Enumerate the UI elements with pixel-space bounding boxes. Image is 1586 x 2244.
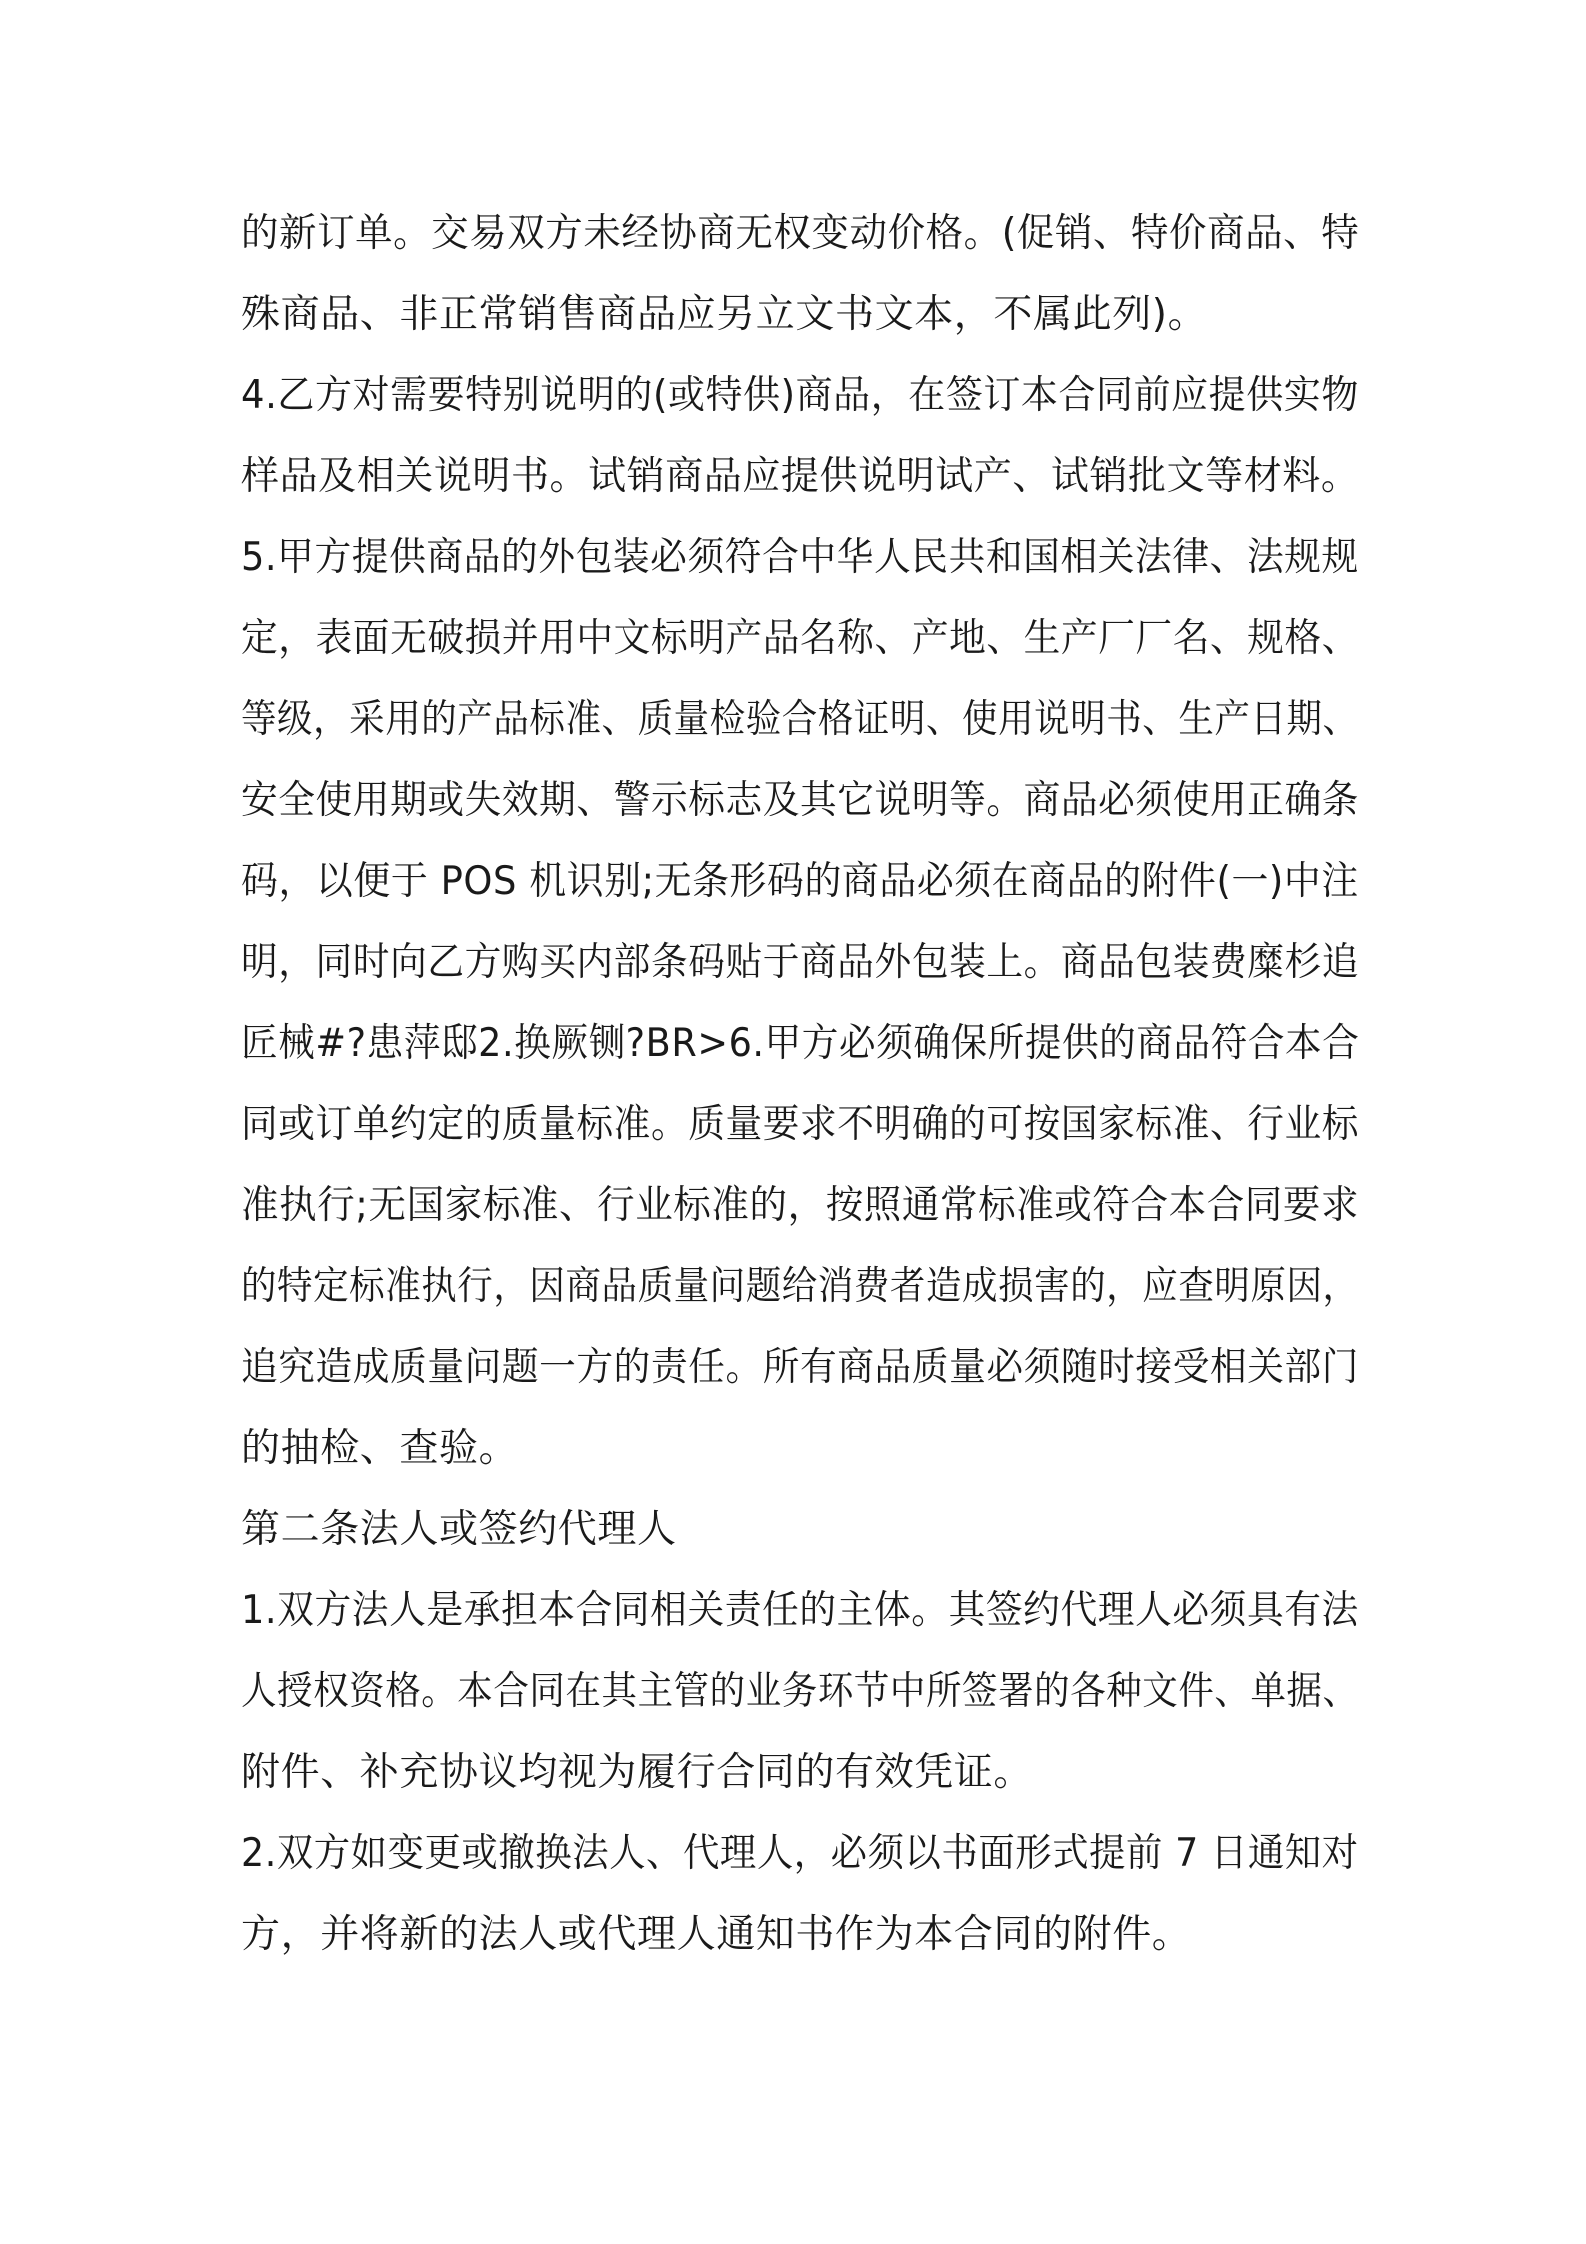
paragraph-clause-1-continuation xyxy=(241,193,1359,355)
text-line: 的新订单。交易双方未经协商无权变动价格。(促销、特价商品、特 xyxy=(241,211,1360,256)
text-line: 明，同时向乙方购买内部条码贴于商品外包装上。商品包装费糜杉追 xyxy=(241,940,1360,985)
text-line: 1.双方法人是承担本合同相关责任的主体。其签约代理人必须具有法 xyxy=(241,1588,1359,1633)
paragraph-article-2-clause-2 xyxy=(241,1813,1359,1975)
text-line: 附件、补充协议均视为履行合同的有效凭证。 xyxy=(241,1750,1034,1795)
text-line: 定，表面无破损并用中文标明产品名称、产地、生产厂厂名、规格、 xyxy=(241,616,1360,661)
text-line: 5.甲方提供商品的外包装必须符合中华人民共和国相关法律、法规规 xyxy=(241,535,1359,580)
paragraph-article-2-clause-1 xyxy=(241,1570,1359,1813)
text-line: 的特定标准执行，因商品质量问题给消费者造成损害的，应查明原因， xyxy=(241,1264,1359,1309)
text-line: 匠械#?患萍邸2.换厥铡?BR>6.甲方必须确保所提供的商品符合本合 xyxy=(241,1021,1360,1066)
text-line: 样品及相关说明书。试销商品应提供说明试产、试销批文等材料。 xyxy=(241,454,1360,499)
text-line: 准执行;无国家标准、行业标准的，按照通常标准或符合本合同要求 xyxy=(241,1183,1360,1228)
document-body xyxy=(241,193,1359,1975)
text-line: 2.双方如变更或撤换法人、代理人，必须以书面形式提前 7 日通知对 xyxy=(241,1831,1359,1876)
text-line: 码，以便于 POS 机识别;无条形码的商品必须在商品的附件(一)中注 xyxy=(241,859,1359,904)
text-line: 4.乙方对需要特别说明的(或特供)商品，在签订本合同前应提供实物 xyxy=(241,373,1359,418)
section-heading-article-2 xyxy=(241,1489,1359,1570)
text-line: 方，并将新的法人或代理人通知书作为本合同的附件。 xyxy=(241,1912,1192,1957)
text-line: 人授权资格。本合同在其主管的业务环节中所签署的各种文件、单据、 xyxy=(241,1669,1359,1714)
text-line: 的抽检、查验。 xyxy=(241,1426,519,1471)
text-line: 追究造成质量问题一方的责任。所有商品质量必须随时接受相关部门 xyxy=(241,1345,1360,1390)
text-line: 同或订单约定的质量标准。质量要求不明确的可按国家标准、行业标 xyxy=(241,1102,1360,1147)
paragraph-clause-5 xyxy=(241,517,1359,1489)
paragraph-clause-4 xyxy=(241,355,1359,517)
text-line: 等级，采用的产品标准、质量检验合格证明、使用说明书、生产日期、 xyxy=(241,697,1359,742)
text-line: 安全使用期或失效期、警示标志及其它说明等。商品必须使用正确条 xyxy=(241,778,1360,823)
text-line: 殊商品、非正常销售商品应另立文书文本，不属此列)。 xyxy=(241,292,1208,337)
heading-line: 第二条法人或签约代理人 xyxy=(241,1507,677,1552)
